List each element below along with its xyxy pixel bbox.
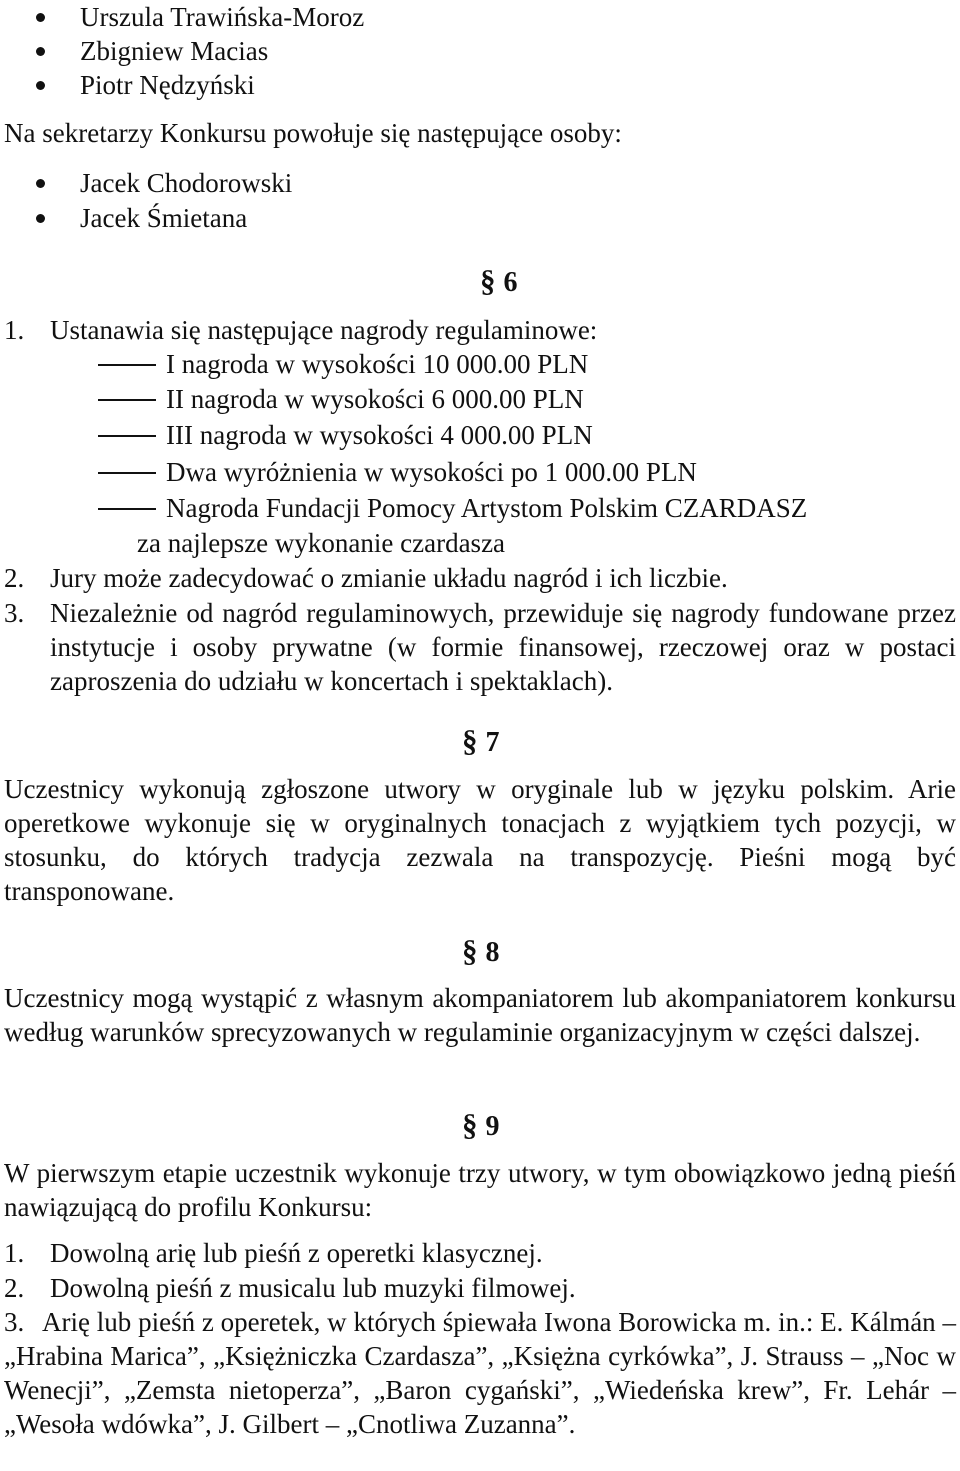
item-number: 2. (4, 563, 25, 593)
section-heading-8 (462, 934, 500, 970)
dash-icon (98, 472, 156, 474)
bullet-icon (36, 81, 45, 90)
item-text: Ustanawia się następujące nagrody regulaminowe: (50, 315, 598, 345)
item-number: 2. (4, 1273, 25, 1303)
bullet-icon (36, 179, 45, 188)
item-number: 3. (4, 598, 25, 628)
section-symbol: § (462, 933, 478, 968)
section-number: 7 (485, 727, 500, 758)
section-symbol: § (462, 1107, 478, 1142)
item-text: Dowolną arię lub pieśń z operetki klasycznej. (50, 1238, 543, 1268)
prize-continuation: za najlepsze wykonanie czardasza (137, 528, 506, 558)
section-symbol: § (480, 263, 496, 298)
dash-icon (98, 435, 156, 437)
item-number: 3. (4, 1307, 25, 1337)
prize-text: Nagroda Fundacji Pomocy Artystom Polskim CZARDASZ (166, 493, 808, 523)
item-text: Jury może zadecydować o zmianie układu nagród i ich liczbie. (50, 563, 728, 593)
section-number: 9 (485, 1111, 500, 1142)
section-7-paragraph: Uczestnicy wykonują zgłoszone utwory w oryginale lub w języku polskim. Arie operetkowe wykonuje się w oryginalnych tonacjach z wyjątkiem tych pozycji, w stosunku, do których tradycja zezwala na transpozycję. Pieśni mogą być transponowane. (4, 774, 956, 906)
section-9-intro: W pierwszym etapie uczestnik wykonuje trzy utwory, w tym obowiązkowo jedną pieśń nawiązującą do profilu Konkursu: (4, 1158, 956, 1222)
prize-text: I nagroda w wysokości 10 000.00 PLN (166, 349, 589, 379)
prize-item (98, 455, 697, 489)
item-text: Niezależnie od nagród regulaminowych, przewiduje się nagrody fundowane przez instytucje i osoby prywatne (w formie finansowej, rzeczowej oraz w postaci zaproszenia do udziału w koncertach i spektaklach). (50, 598, 956, 696)
secretary-name: Jacek Chodorowski (80, 168, 293, 198)
section-heading-7 (462, 724, 500, 760)
section-8-paragraph: Uczestnicy mogą wystąpić z własnym akompaniatorem lub akompaniatorem konkursu według warunków sprecyzowanych w regulaminie organizacyjnym w części dalszej. (4, 983, 956, 1047)
section-symbol: § (462, 723, 478, 758)
prize-item (98, 418, 593, 452)
section-heading-9 (462, 1108, 500, 1144)
dash-icon (98, 399, 156, 401)
prize-text: III nagroda w wysokości 4 000.00 PLN (166, 420, 593, 450)
item-text: Dowolną pieśń z musicalu lub muzyki filmowej. (50, 1273, 576, 1303)
secretary-name: Jacek Śmietana (80, 203, 248, 233)
item-number: 1. (4, 1238, 25, 1268)
prize-item (98, 347, 588, 381)
prize-item (98, 491, 807, 525)
jury-member-name: Piotr Nędzyński (80, 70, 255, 100)
bullet-icon (36, 214, 45, 223)
section-number: 6 (503, 267, 518, 298)
secretaries-intro: Na sekretarzy Konkursu powołuje się następujące osoby: (4, 118, 622, 148)
item-text-body: Arię lub pieśń z operetek, w których śpiewała Iwona Borowicka m. in.: E. Kálmán – „Hrabina Marica”, „Księżniczka Czardasza”, „Księżna cyrkówka”, J. Strauss – „Noc w Wenecji”, „Zemsta nietoperza”, „Baron cygański”, „Wiedeńska krew”, Fr. Lehár – „Wesoła wdówka”, J. Gilbert – „Cnotliwa Zuzanna”. (4, 1307, 956, 1439)
prize-text: Dwa wyróżnienia w wysokości po 1 000.00 PLN (166, 457, 697, 487)
dash-icon (98, 364, 156, 366)
bullet-icon (36, 47, 45, 56)
jury-member-name: Zbigniew Macias (80, 36, 269, 66)
section-heading-6 (480, 264, 518, 300)
item-number: 1. (4, 315, 25, 345)
prize-text: II nagroda w wysokości 6 000.00 PLN (166, 384, 584, 414)
jury-member-name: Urszula Trawińska-Moroz (80, 2, 365, 32)
section-number: 8 (485, 937, 500, 968)
prize-item (98, 382, 584, 416)
dash-icon (98, 508, 156, 510)
bullet-icon (36, 13, 45, 22)
item-text (4, 1305, 956, 1441)
